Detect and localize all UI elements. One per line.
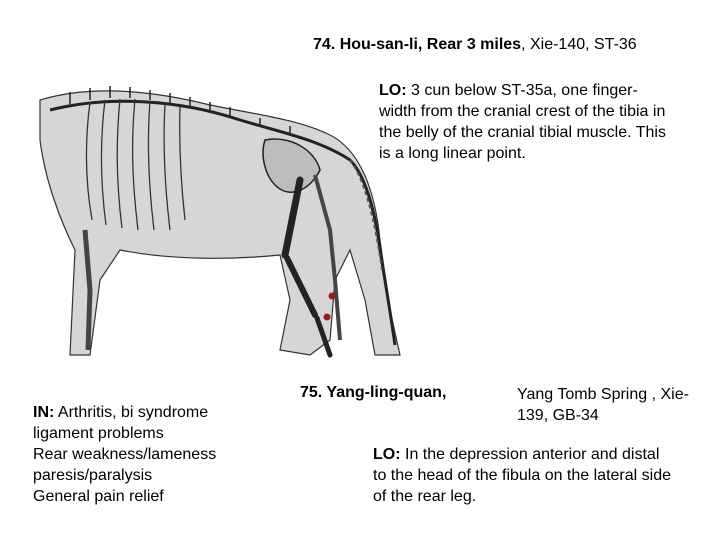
point-75-lo-label: LO: bbox=[373, 446, 401, 463]
indications-line-3: Rear weakness/lameness bbox=[33, 446, 217, 463]
indications-label: IN: bbox=[33, 404, 55, 421]
point-74-codes: , Xie-140, ST-36 bbox=[521, 36, 637, 53]
indications-line-1: IN: Arthritis, bi syndrome bbox=[33, 404, 209, 421]
point-74-lo-label: LO: bbox=[379, 82, 407, 99]
indications-line-4: paresis/paralysis bbox=[33, 467, 153, 484]
point-75-title: 75. Yang-ling-quan, bbox=[300, 384, 447, 401]
point-74-title bbox=[313, 36, 637, 54]
acupoint-marker-gb34 bbox=[329, 293, 336, 300]
horse-skeleton-illustration bbox=[30, 80, 405, 360]
indications-line-2: ligament problems bbox=[33, 425, 164, 442]
indications-block bbox=[33, 402, 273, 507]
indications-line-5: General pain relief bbox=[33, 488, 164, 505]
point-74-lo-text: 3 cun below ST-35a, one finger-width from the cranial crest of the tibia in the belly of the cranial tibial muscle. This is a long linear point. bbox=[379, 82, 666, 162]
point-75-alias: Yang Tomb Spring , Xie-139, GB-34 bbox=[517, 386, 689, 424]
point-74-location bbox=[379, 80, 669, 164]
acupoint-marker-st36 bbox=[324, 314, 331, 321]
point-74-name: 74. Hou-san-li, Rear 3 miles bbox=[313, 36, 522, 53]
point-75-lo-text: In the depression anterior and distal to the head of the fibula on the lateral side of the rear leg. bbox=[373, 446, 671, 505]
point-75-location bbox=[373, 444, 673, 507]
